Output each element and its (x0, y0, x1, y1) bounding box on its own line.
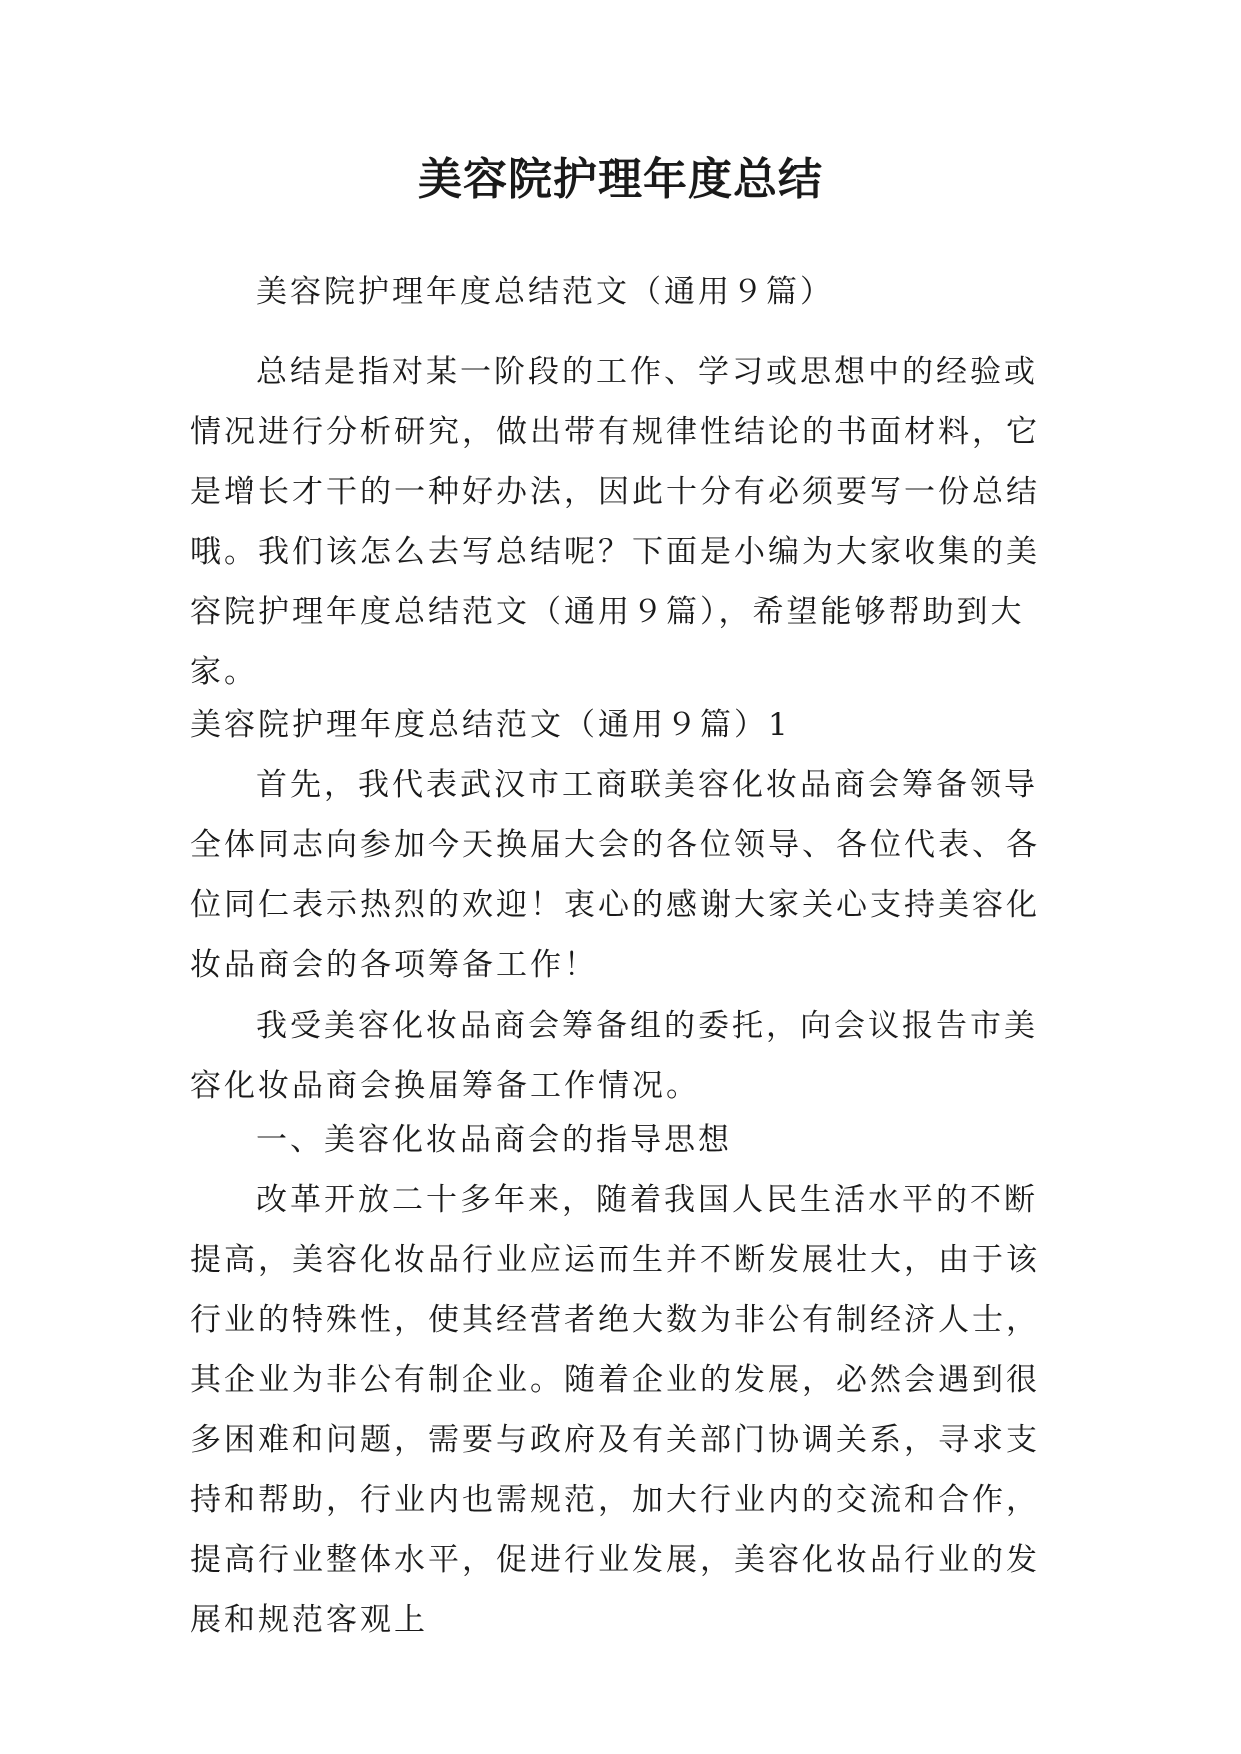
intro-paragraph: 总结是指对某一阶段的工作、学习或思想中的经验或情况进行分析研究，做出带有规律性结论的书面材料，它是增长才干的一种好办法，因此十分有必须要写一份总结哦。我们该怎么去写总结呢？下面是小编为大家收集的美容院护理年度总结范文（通用９篇），希望能够帮助到大家。 (190, 354, 1040, 690)
body-paragraph: 首先，我代表武汉市工商联美容化妆品商会筹备领导全体同志向参加今天换届大会的各位领导、各位代表、各位同仁表示热烈的欢迎！衷心的感谢大家关心支持美容化妆品商会的各项筹备工作！ (190, 767, 1040, 983)
body-paragraph: 改革开放二十多年来，随着我国人民生活水平的不断提高，美容化妆品行业应运而生并不断发展壮大，由于该行业的特殊性，使其经营者绝大数为非公有制经济人士，其企业为非公有制企业。随着企业的发展，必然会遇到很多困难和问题，需要与政府及有关部门协调关系，寻求支持和帮助，行业内也需规范，加大行业内的交流和合作，提高行业整体水平，促进行业发展，美容化妆品行业的发展和规范客观上 (190, 1182, 1040, 1638)
document-title: 美容院护理年度总结 (418, 154, 823, 205)
body-paragraph: 我受美容化妆品商会筹备组的委托，向会议报告市美容化妆品商会换届筹备工作情况。 (190, 1008, 1038, 1104)
subsection-heading: 一、美容化妆品商会的指导思想 (256, 1122, 732, 1158)
intro-heading: 美容院护理年度总结范文（通用９篇） (256, 274, 834, 310)
section-heading: 美容院护理年度总结范文（通用９篇）1 (190, 707, 791, 743)
